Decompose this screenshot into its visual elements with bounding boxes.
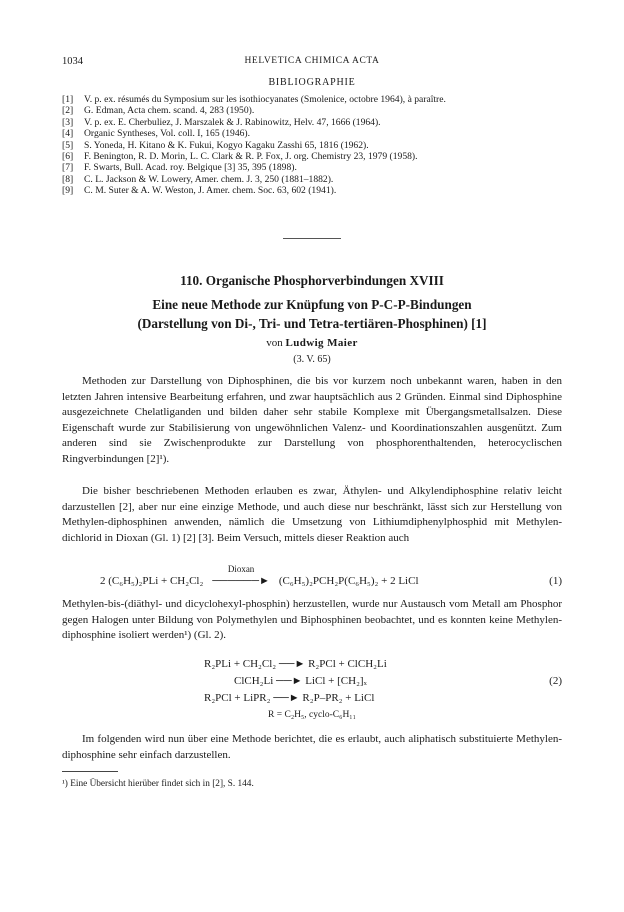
bibliography-entry-text: V. p. ex. résumés du Symposium sur les isothiocyanates (Smolenice, octobre 1964), à paraître. [84, 94, 446, 105]
bibliography-entry-number: [2] [62, 105, 74, 117]
paragraph-1: Methoden zur Darstellung von Diphosphinen, die bis vor kurzem noch unbekannt waren, haben in den letzten Jahren intensive Bearbeitung erfahren, und zwar hauptsächlich aus 2 Gründen. Einmal sind Diphosphine ausgezeichnete Chelatliganden und bilden daher sehr stabile Komplexe mit Übergangsmetallsalzen. Diese Eigenschaft wurde zur Stabilisierung von ungewöhnlichen Valenz- und Koordinationszahlen ausgenützt. Zum anderen sind sie Zwischenprodukte zur Darstellung von phosphorenthaltenden, heterocyclischen Ringverbindungen [2]¹). [62, 375, 562, 465]
paragraph-3: Methylen-bis-(diäthyl- und dicyclohexyl-phosphin) herzustellen, wurde nur Austausch vom Metall am Phosphor gegen Halogen unter Bildung von Polymethylen und Biphosphinen beobachtet, und es konnten keine Methylen-diphosphine isoliert werden¹) (Gl. 2). [62, 598, 562, 642]
bibliography-entry-number: [5] [62, 139, 74, 151]
bibliography-entry-text: Organic Syntheses, Vol. coll. I, 165 (1946). [84, 128, 251, 140]
paragraph-4: Im folgenden wird nun über eine Methode berichtet, die es erlaubt, auch aliphatisch substituierte Methylen-diphosphine sehr einfach darzustellen. [62, 733, 562, 761]
footnote: ¹) Eine Übersicht hierüber findet sich in [2], S. 144. [62, 779, 254, 789]
bibliography-entry [62, 128, 562, 139]
article-title-line-3: (Darstellung von Di-, Tri- und Tetra-tertiären-Phosphinen) [1] [137, 316, 487, 331]
author-prefix: von [266, 337, 283, 349]
equation-2-line-2: ClCH₂Li ──► LiCl + [CH₂]ₓ [234, 675, 367, 687]
bibliography-entry-text: G. Edman, Acta chem. scand. 4, 283 (1950). [84, 105, 255, 117]
equation-1-number: (1) [549, 575, 562, 587]
bibliography-entry-text: F. Swarts, Bull. Acad. roy. Belgique [3] 35, 395 (1898). [84, 162, 297, 174]
equation-2-r-definition: R = C₂H₅, cyclo-C₆H₁₁ [268, 710, 356, 720]
author-line [62, 337, 562, 349]
equation-1-right: (C₆H₅)₂PCH₂P(C₆H₅)₂ + 2 LiCl [278, 575, 419, 587]
bibliography-entry-number: [4] [62, 128, 74, 140]
bibliography-entry-number: [8] [62, 173, 74, 185]
bibliography-entry [62, 162, 562, 173]
bibliography-entry [62, 105, 562, 116]
bibliography-entry [62, 94, 562, 105]
bibliography-entry [62, 151, 562, 162]
bibliography-entry-number: [7] [62, 162, 74, 174]
equation-1-arrow-label: Dioxan [227, 564, 255, 574]
page-number: 1034 [62, 56, 83, 67]
bibliography-entry-text: V. p. ex. E. Cherbuliez, J. Marszalek & J. Rabinowitz, Helv. 47, 1666 (1964). [84, 116, 381, 128]
bibliography-entry-number: [9] [62, 185, 74, 197]
equation-2 [62, 658, 562, 728]
footnote-rule [62, 771, 118, 772]
bibliography-entry-text: C. L. Jackson & W. Lowery, Amer. chem. J. 3, 250 (1881–1882). [84, 173, 334, 185]
equation-2-line-1: R₂PLi + CH₂Cl₂ ──► R₂PCl + ClCH₂Li [204, 658, 387, 670]
equation-2-line-3: R₂PCl + LiPR₂ ──► R₂P–PR₂ + LiCl [204, 692, 375, 704]
received-date: (3. V. 65) [293, 354, 331, 365]
bibliography-entry [62, 185, 562, 196]
equation-1-left: 2 (C₆H₅)₂PLi + CH₂Cl₂ [100, 575, 204, 587]
equation-1 [62, 564, 562, 593]
section-divider [283, 238, 341, 239]
bibliography-entry-number: [6] [62, 151, 74, 163]
bibliography-heading: BIBLIOGRAPHIE [268, 77, 356, 88]
running-head [62, 56, 562, 70]
bibliography-entry-text: F. Benington, R. D. Morin, L. C. Clark & R. P. Fox, J. org. Chemistry 23, 1979 (1958). [84, 151, 418, 163]
equation-2-number: (2) [549, 675, 562, 687]
equation-1-arrow: ──────► [212, 575, 270, 587]
article-title-line-1: 110. Organische Phosphorverbindungen XVIII [180, 273, 444, 288]
bibliography-entry [62, 140, 562, 151]
bibliography-entry-number: [3] [62, 116, 74, 128]
journal-name: HELVETICA CHIMICA ACTA [244, 56, 380, 66]
bibliography-entry-number: [1] [62, 94, 74, 105]
bibliography-entry [62, 174, 562, 185]
bibliography-entry-text: C. M. Suter & A. W. Weston, J. Amer. chem. Soc. 63, 602 (1941). [84, 185, 337, 197]
bibliography-entry [62, 117, 562, 128]
article-title-line-2: Eine neue Methode zur Knüpfung von P-C-P-Bindungen [152, 297, 472, 312]
bibliography-entry-text: S. Yoneda, H. Kitano & K. Fukui, Kogyo Kagaku Zasshi 65, 1816 (1962). [84, 139, 369, 151]
bibliography-list [62, 94, 562, 197]
author-name: Ludwig Maier [285, 337, 358, 349]
paragraph-2: Die bisher beschriebenen Methoden erlauben es zwar, Äthylen- und Alkylendiphosphine relativ leicht darzustellen [2], aber nur eine einzige Methode, und auch diese nur beschränkt, lässt sich zur Herstellung von Methylen-diphosphinen anwenden, nämlich die Umsetzung von Lithiumdiphenylphosphid mit Methylendichlorid in Dioxan (Gl. 1) [2] [3]. Beim Versuch, mittels dieser Reaktion auch [62, 485, 562, 544]
